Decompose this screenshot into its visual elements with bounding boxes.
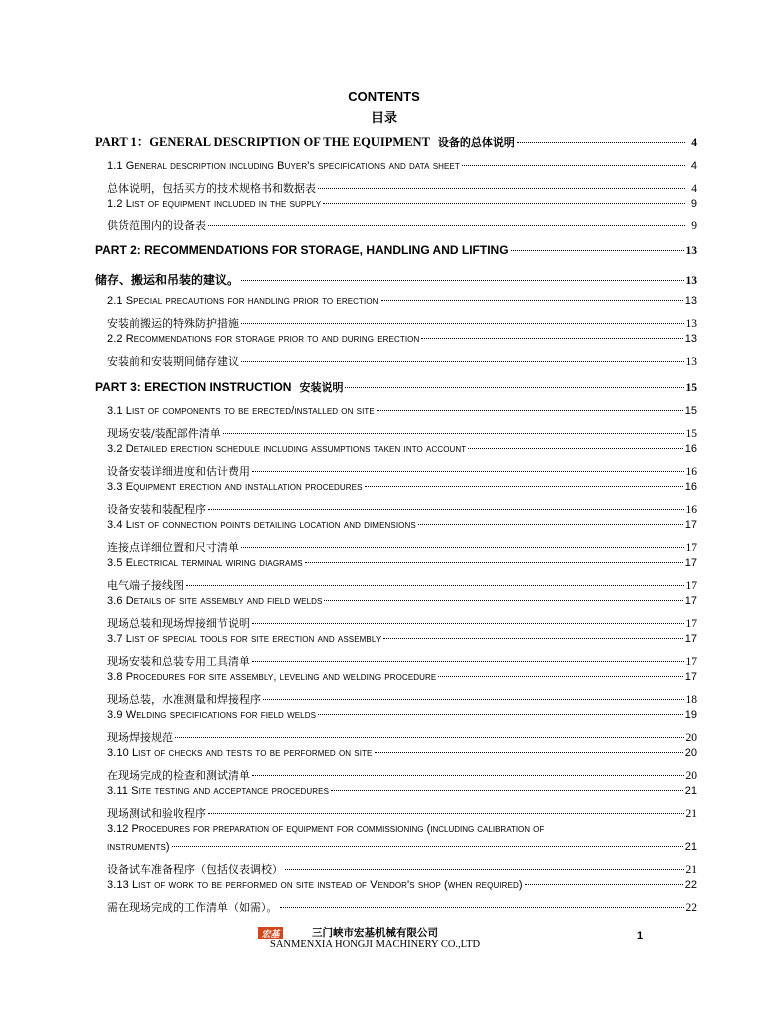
toc-entry[interactable] [95, 595, 697, 607]
toc-entry-label: 3.8 Procedures for site assembly, leveling and welding procedure [107, 671, 437, 683]
toc-entry-label: 3.12 Procedures for preparation of equipment for commissioning (including calibration of [107, 823, 545, 835]
toc-entry-label: instruments) [107, 841, 170, 853]
dot-leader [252, 661, 684, 662]
toc-entry[interactable] [95, 709, 697, 721]
toc-entry-page: 16 [685, 504, 697, 516]
toc-entry-label: 3.10 List of checks and tests to be performed on site [107, 747, 373, 759]
toc-entry[interactable] [95, 767, 697, 783]
dot-leader [318, 188, 685, 189]
toc-entry-label: 设备安装详细进度和估计费用 [107, 465, 250, 478]
toc-entry[interactable] [95, 315, 697, 331]
toc-entry-page: 16 [684, 443, 697, 455]
dot-leader [252, 623, 684, 624]
toc-entry-page: 17 [684, 633, 697, 645]
toc-entry-page: 22 [685, 902, 697, 914]
toc-entry-label: 3.2 Detailed erection schedule including assumptions taken into account [107, 443, 467, 455]
toc-entry-label: 安装前搬运的特殊防护措施 [107, 317, 239, 330]
toc-entry-page: 17 [685, 618, 697, 630]
dot-leader [517, 142, 685, 143]
toc-entry[interactable] [95, 519, 697, 531]
dot-leader [377, 410, 683, 411]
toc-entry[interactable] [95, 180, 697, 196]
toc-entry-page: 4 [691, 137, 697, 149]
toc-entry-label: 在现场完成的检查和测试清单 [107, 769, 250, 782]
toc-entry-label: 连接点详细位置和尺寸清单 [107, 541, 239, 554]
toc-entry[interactable] [95, 333, 697, 345]
dot-leader [381, 300, 683, 301]
toc-entry-label-cn: 设备的总体说明 [437, 136, 515, 149]
toc-entry[interactable] [95, 243, 697, 257]
toc-entry-label: 3.9 Welding specifications for field welds [107, 709, 317, 721]
toc-entry-page: 17 [684, 671, 697, 683]
toc-entry-label: 1.2 List of equipment included in the supply [107, 198, 322, 210]
toc-entry-label: 现场总装，水准测量和焊接程序 [107, 693, 261, 706]
toc-entry[interactable] [95, 271, 697, 288]
toc-entry-label: 3.13 List of work to be performed on site instead of Vendor's shop (when required) [107, 879, 523, 891]
toc-entry-label: 供货范围内的设备表 [107, 219, 206, 232]
dot-leader [323, 203, 685, 204]
dot-leader [345, 387, 683, 388]
dot-leader [186, 585, 684, 586]
toc-entry-label: 2.2 Recommendations for storage prior to and during erection [107, 333, 420, 345]
dot-leader [318, 714, 683, 715]
toc-entry-label: 设备试车准备程序（包括仪表调校） [107, 863, 283, 876]
toc-entry-label: PART 3: ERECTION INSTRUCTION [95, 380, 292, 394]
toc-entry-label: 电气端子接线图 [107, 579, 184, 592]
dot-leader [175, 737, 684, 738]
toc-entry-page: 13 [685, 245, 697, 257]
toc-entry-page: 17 [685, 542, 697, 554]
dot-leader [375, 752, 683, 753]
toc-entry-label: 总体说明，包括买方的技术规格书和数据表 [107, 182, 316, 195]
dot-leader [331, 790, 683, 791]
toc-entry-page: 16 [685, 466, 697, 478]
toc-entry-label-cn: 安装说明 [299, 381, 344, 394]
dot-leader [172, 846, 683, 847]
toc-entry[interactable] [95, 132, 697, 150]
toc-entry[interactable] [95, 747, 697, 759]
company-logo: 宏基 [258, 927, 283, 939]
toc-entry-page: 20 [684, 747, 697, 759]
toc-entry[interactable] [95, 577, 697, 593]
toc-entry-page: 22 [684, 879, 697, 891]
dot-leader [208, 225, 685, 226]
toc-entry-page: 21 [685, 864, 697, 876]
toc-entry-label: 3.11 Site testing and acceptance procedures [107, 785, 330, 797]
toc-entry[interactable] [95, 785, 697, 797]
toc-entry-page: 17 [684, 519, 697, 531]
toc-entry-label: 现场安装和总装专用工具清单 [107, 655, 250, 668]
toc-entry[interactable] [95, 633, 697, 645]
toc-entry-page: 17 [685, 580, 697, 592]
toc-entry[interactable] [95, 295, 697, 307]
dot-leader [241, 361, 684, 362]
toc-entry-page: 13 [685, 275, 697, 287]
toc-entry-page: 4 [691, 183, 697, 195]
dot-leader [223, 433, 684, 434]
toc-entry-page: 20 [685, 732, 697, 744]
dot-leader [263, 699, 684, 700]
dot-leader [383, 638, 682, 639]
dot-leader [438, 676, 682, 677]
contents-title: CONTENTS [348, 89, 420, 104]
toc-entry-page: 13 [684, 333, 697, 345]
toc-entry[interactable] [95, 481, 697, 493]
toc-entry[interactable] [95, 557, 697, 569]
page-number: 1 [637, 930, 644, 942]
dot-leader [418, 524, 683, 525]
dot-leader [365, 486, 683, 487]
toc-entry[interactable] [95, 463, 697, 479]
toc-entry[interactable] [95, 671, 697, 683]
dot-leader [208, 813, 684, 814]
dot-leader [241, 323, 684, 324]
dot-leader [305, 562, 683, 563]
toc-entry[interactable] [95, 501, 697, 517]
toc-entry[interactable] [95, 198, 697, 210]
toc-entry-page: 19 [684, 709, 697, 721]
toc-entry-page: 21 [685, 808, 697, 820]
toc-entry-label: 3.7 List of special tools for site erection and assembly [107, 633, 382, 645]
toc-entry-page: 17 [684, 595, 697, 607]
toc-entry-page: 18 [685, 694, 697, 706]
toc-entry-page: 16 [684, 481, 697, 493]
toc-entry-page: 15 [685, 428, 697, 440]
toc-entry-label: 需在现场完成的工作清单（如需）。 [107, 901, 278, 914]
toc-entry[interactable] [95, 899, 697, 915]
footer-company-cn: 三门峡市宏基机械有限公司 [312, 927, 438, 939]
dot-leader [241, 547, 684, 548]
toc-entry[interactable] [95, 539, 697, 555]
toc-entry[interactable] [95, 691, 697, 707]
toc-entry-page: 15 [684, 405, 697, 417]
dot-leader [468, 448, 682, 449]
toc-entry-label: 储存、搬运和吊装的建议。 [95, 273, 240, 287]
toc-entry-label: 3.5 Electrical terminal wiring diagrams [107, 557, 303, 569]
toc-entry-label: 设备安装和装配程序 [107, 503, 206, 516]
toc-entry-label: 安装前和安装期间储存建议 [107, 355, 239, 368]
dot-leader [280, 907, 684, 908]
dot-leader [462, 165, 685, 166]
dot-leader [241, 280, 683, 281]
toc-entry-label: 3.1 List of components to be erected/installed on site [107, 405, 375, 417]
toc-entry-page: 15 [685, 382, 697, 394]
dot-leader [285, 869, 684, 870]
footer-company-en: SANMENXIA HONGJI MACHINERY CO.,LTD [270, 939, 481, 950]
toc-entry-label: 现场总装和现场焊接细节说明 [107, 617, 250, 630]
toc-entry-page: 4 [690, 160, 697, 172]
toc-entry[interactable] [95, 425, 697, 441]
toc-entry-page: 13 [685, 318, 697, 330]
toc-entry[interactable] [95, 379, 697, 395]
toc-entry-page: 17 [685, 656, 697, 668]
toc-entry-page: 20 [685, 770, 697, 782]
toc-entry-page: 9 [691, 220, 697, 232]
toc-entry-page: 17 [684, 557, 697, 569]
toc-entry[interactable] [95, 353, 697, 369]
contents-title-cn: 目录 [370, 111, 397, 126]
dot-leader [324, 600, 682, 601]
toc-entry[interactable] [95, 841, 697, 853]
toc-entry[interactable] [95, 217, 697, 233]
toc-entry[interactable] [95, 653, 697, 669]
toc-entry[interactable] [95, 861, 697, 877]
toc-entry-page: 21 [684, 841, 697, 853]
toc-entry-label: 3.4 List of connection points detailing location and dimensions [107, 519, 416, 531]
toc-entry-label: 1.1 General description including Buyer's specifications and data sheet [107, 160, 460, 172]
toc-entry[interactable] [95, 879, 697, 891]
dot-leader [252, 775, 684, 776]
toc-entry-label: 3.6 Details of site assembly and field welds [107, 595, 323, 607]
toc-entry[interactable] [95, 443, 697, 455]
dot-leader [421, 338, 682, 339]
dot-leader [252, 471, 684, 472]
toc-entry-label: 现场焊接规范 [107, 731, 173, 744]
toc-entry-label: 现场安装/装配部件清单 [107, 427, 221, 440]
toc-entry-label: 2.1 Special precautions for handling prior to erection [107, 295, 379, 307]
toc-entry-page: 13 [685, 356, 697, 368]
toc-entry[interactable] [95, 615, 697, 631]
toc-entry-page: 9 [690, 198, 697, 210]
toc-entry-page: 13 [684, 295, 697, 307]
toc-entry[interactable] [95, 805, 697, 821]
toc-entry-label: PART 2: RECOMMENDATIONS FOR STORAGE, HANDLING AND LIFTING [95, 243, 509, 257]
toc-entry-label: PART 1：GENERAL DESCRIPTION OF THE EQUIPMENT [95, 135, 430, 149]
toc-entry-page: 21 [684, 785, 697, 797]
toc-entry-label: 现场测试和验收程序 [107, 807, 206, 820]
dot-leader [525, 884, 683, 885]
toc-entry-label: 3.3 Equipment erection and installation procedures [107, 481, 363, 493]
toc-entry[interactable] [95, 160, 697, 172]
dot-leader [208, 509, 684, 510]
dot-leader [511, 250, 684, 251]
toc-entry[interactable] [95, 405, 697, 417]
toc-entry[interactable] [95, 729, 697, 745]
